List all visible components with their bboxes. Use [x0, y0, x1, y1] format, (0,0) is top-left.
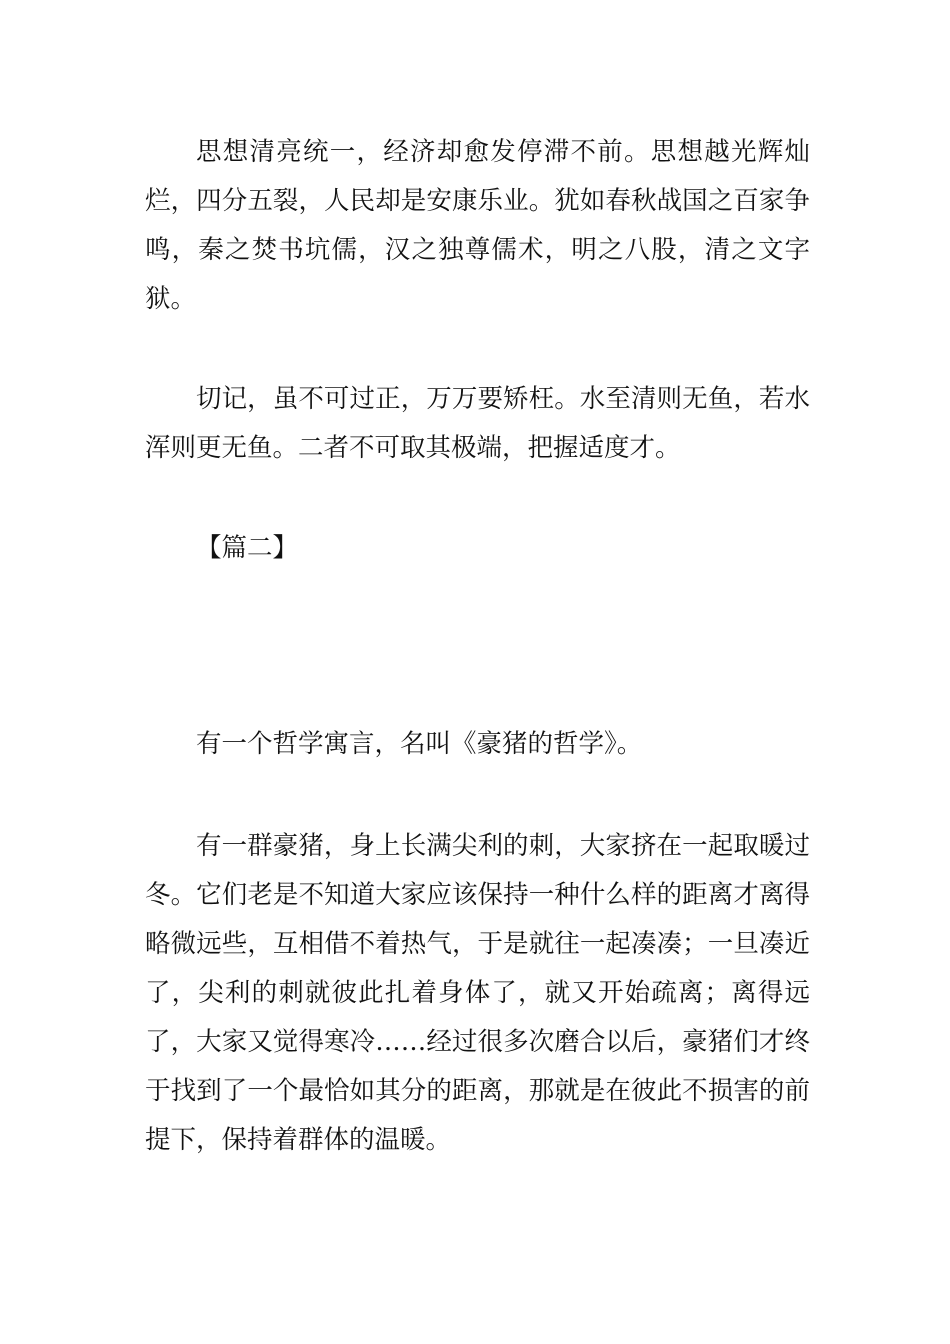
- paragraph-fable-intro: 有一个哲学寓言，名叫《豪猪的哲学》。: [196, 729, 643, 759]
- paragraph-thought-unity: 思想清亮统一，经济却愈发停滞不前。思想越光辉灿烂，四分五裂，人民却是安康乐业。犹如春秋战国之百家争鸣，秦之焚书坑儒，汉之独尊儒术，明之八股，清之文字狱。: [145, 137, 810, 314]
- paragraph-remember: 切记，虽不可过正，万万要矫枉。水至清则无鱼，若水浑则更无鱼。二者不可取其极端，把握适度才。: [145, 384, 810, 463]
- paragraph-porcupine-story: 有一群豪猪，身上长满尖利的刺，大家挤在一起取暖过冬。它们老是不知道大家应该保持一种什么样的距离才离得略微远些，互相借不着热气，于是就往一起凑凑；一旦凑近了，尖利的刺就彼此扎着身体了，就又开始疏离；离得远了，大家又觉得寒冷……经过很多次磨合以后，豪猪们才终于找到了一个最恰如其分的距离，那就是在彼此不损害的前提下，保持着群体的温暖。: [145, 831, 810, 1155]
- section-heading: 【篇二】: [196, 533, 299, 563]
